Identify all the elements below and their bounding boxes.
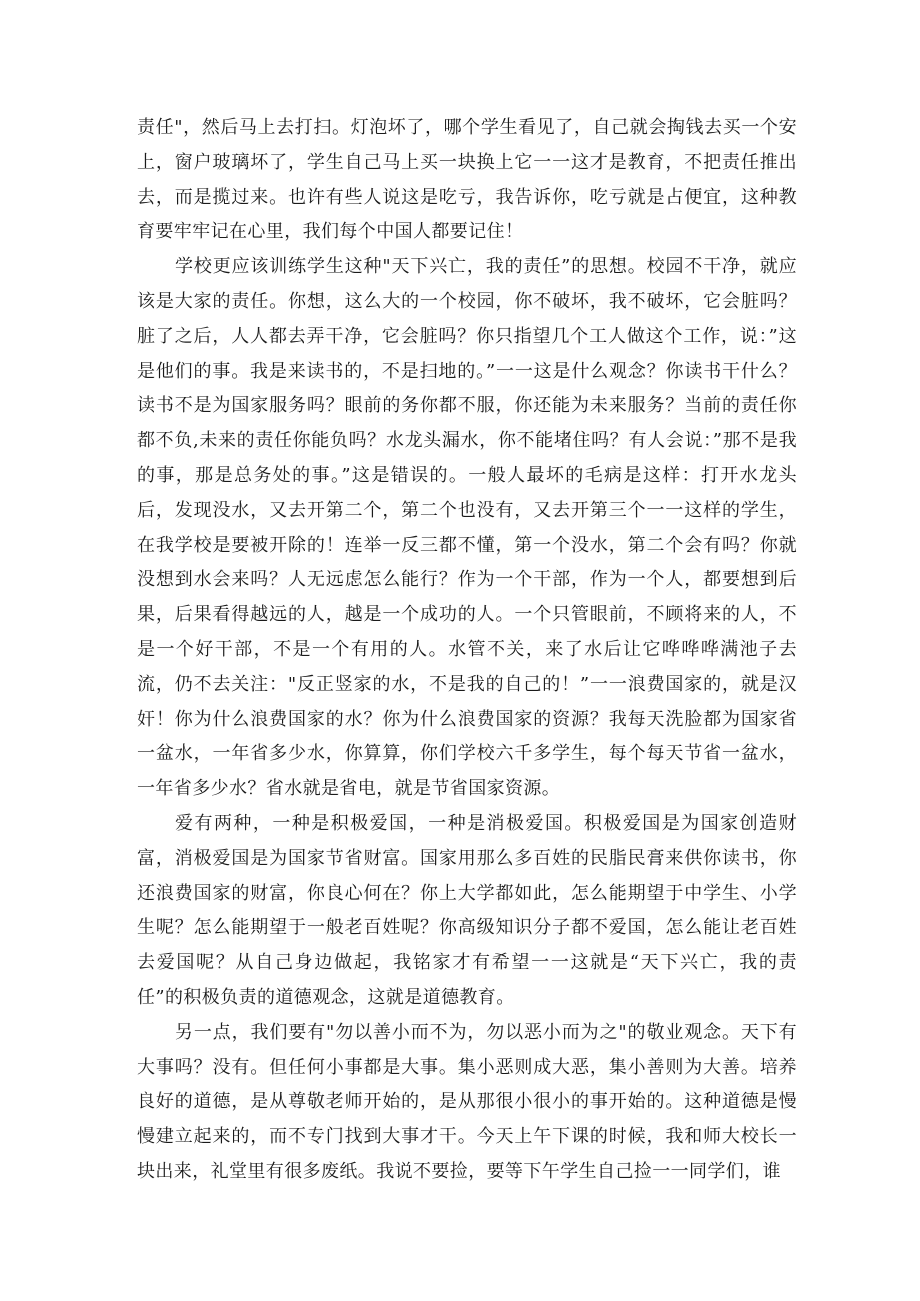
document-body <box>137 111 797 1190</box>
paragraph-patriotism: 爱有两种，一种是积极爱国，一种是消极爱国。积极爱国是为国家创造财富，消极爱国是为国家节省财富。国家用那么多百姓的民脂民膏来供你读书，你还浪费国家的财富，你良心何在？你上大学都如此，怎么能期望于中学生、小学生呢？怎么能期望于一般老百姓呢？你高级知识分子都不爱国，怎么能让老百姓去爱国呢？从自己身边做起，我铭家才有希望一一这就是“天下兴亡，我的责任”的积极负责的道德观念，这就是道德教育。 <box>137 812 797 1008</box>
paragraph-school-responsibility: 学校更应该训练学生这种"天下兴亡，我的责任”的思想。校园不干净，就应该是大家的责任。你想，这么大的一个校园，你不破坏，我不破坏，它会脏吗？脏了之后，人人都去弄干净，它会脏吗？你只指望几个工人做这个工作，说：”这是他们的事。我是来读书的，不是扫地的。”一一这是什么观念？你读书干什么？读书不是为国家服务吗？眼前的务你都不服，你还能为未来服务？当前的责任你都不负,未来的责任你能负吗？水龙头漏水，你不能堵住吗？有人会说：”那不是我的事，那是总务处的事。”这是错误的。一般人最坏的毛病是这样：打开水龙头后，发现没水，又去开第二个，第二个也没有，又去开第三个一一这样的学生，在我学校是要被开除的！连举一反三都不懂，第一个没水，第二个会有吗？你就没想到水会来吗？人无远虑怎么能行？作为一个干部，作为一个人，都要想到后果，后果看得越远的人，越是一个成功的人。一个只管眼前，不顾将来的人，不是一个好干部，不是一个有用的人。水管不关，来了水后让它哗哗哗满池子去流，仍不去关注："反正竖家的水，不是我的自己的！”一一浪费国家的，就是汉奸！你为什么浪费国家的水？你为什么浪费国家的资源？我每天洗脸都为国家省一盆水，一年省多少水，你算算，你们学校六千多学生，每个每天节省一盆水，一年省多少水？省水就是省电，就是节省国家资源。 <box>137 256 797 800</box>
paragraph-work-ethic: 另一点，我们要有"勿以善小而不为，勿以恶小而为之"的敬业观念。天下有大事吗？没有。但任何小事都是大事。集小恶则成大恶，集小善则为大善。培养良好的道德，是从尊敬老师开始的，是从那很小很小的事开始的。这种道德是慢慢建立起来的，而不专门找到大事才干。今天上午下课的时候，我和师大校长一块出来，礼堂里有很多废纸。我说不要捡，要等下午学生自己捡一一同学们，谁 <box>137 1021 797 1182</box>
paragraph-continued: 责任"，然后马上去打扫。灯泡坏了，哪个学生看见了，自己就会掏钱去买一个安上，窗户玻璃坏了，学生自己马上买一块换上它一一这才是教育，不把责任推出去，而是揽过来。也许有些人说这是吃亏，我告诉你，吃亏就是占便宜，这种教育要牢牢记在心里，我们每个中国人都要记住！ <box>137 117 797 243</box>
